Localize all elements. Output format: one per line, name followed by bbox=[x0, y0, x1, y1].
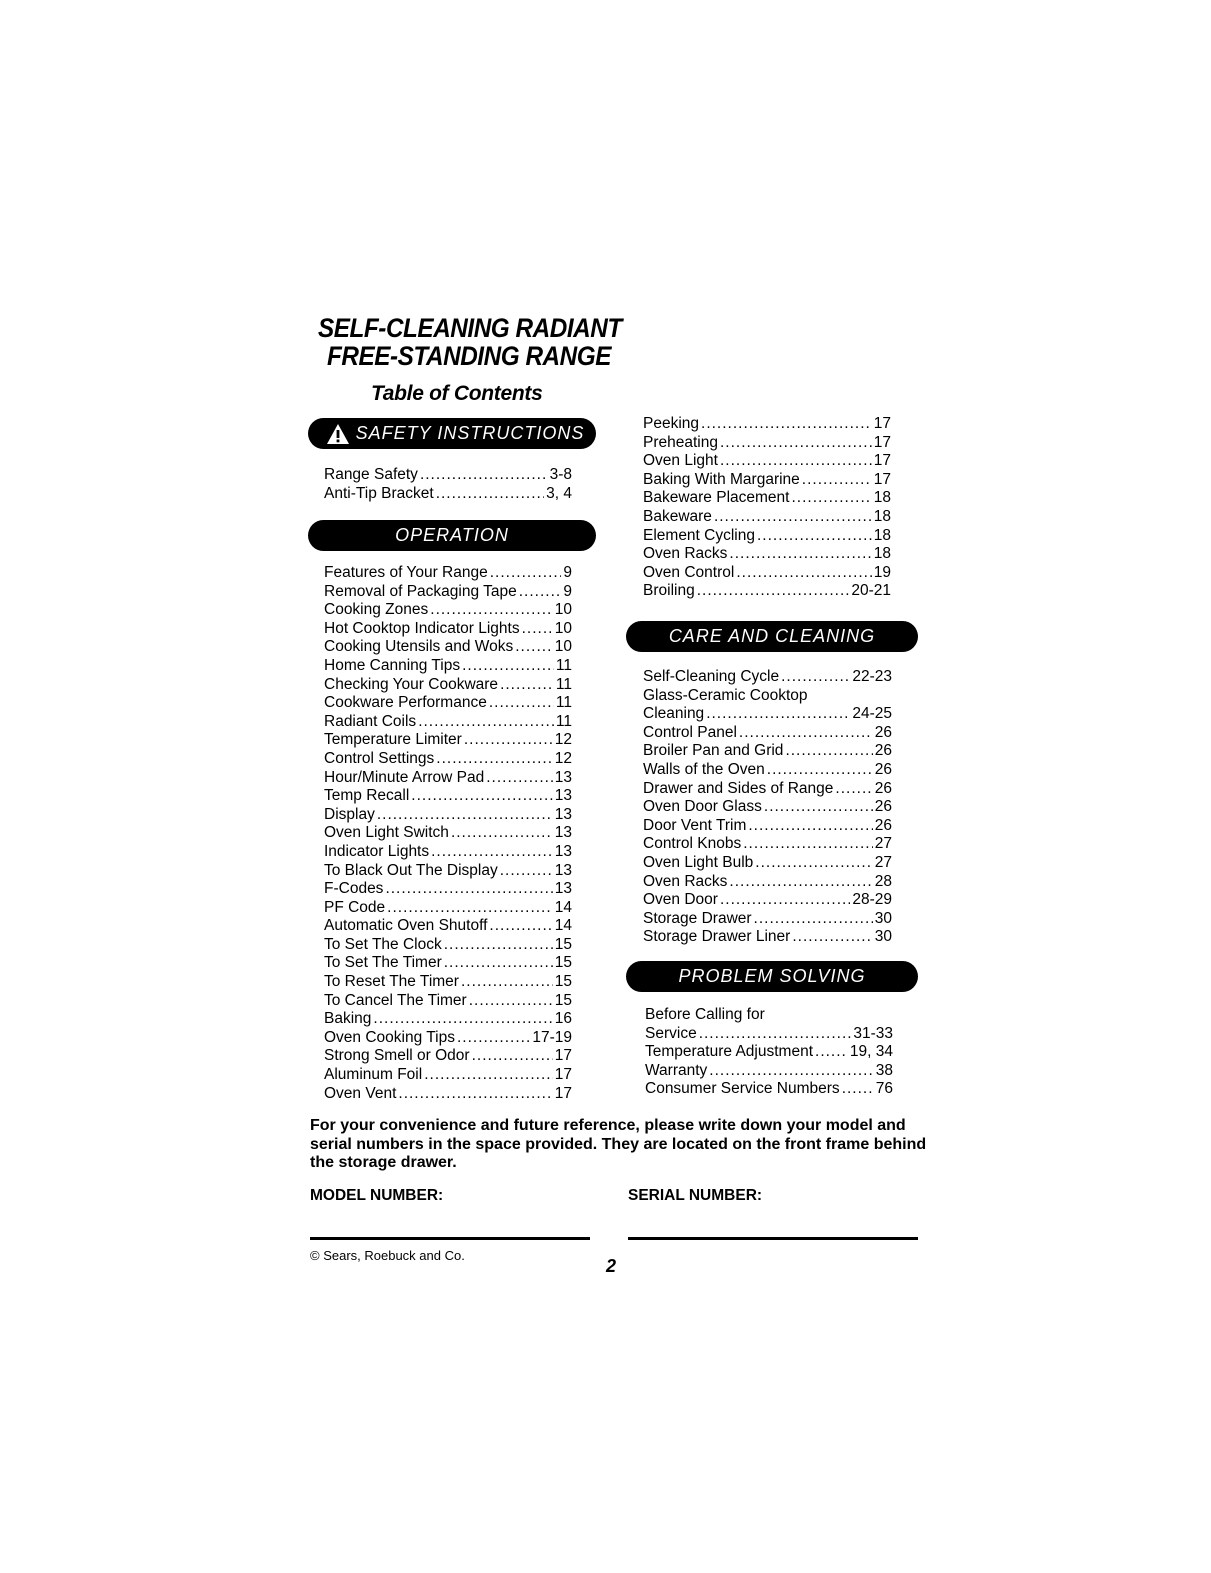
toc-entry-label: Preheating bbox=[643, 433, 718, 451]
model-number-line bbox=[310, 1237, 590, 1240]
toc-entry-label: Oven Door bbox=[643, 891, 718, 909]
dot-leader bbox=[720, 891, 850, 910]
toc-entry-page: 11 bbox=[555, 675, 572, 693]
toc-entry-label: Storage Drawer bbox=[643, 909, 752, 927]
toc-entry bbox=[324, 638, 572, 657]
toc-entry-page: 15 bbox=[554, 991, 572, 1009]
toc-entry-page: 12 bbox=[554, 731, 572, 749]
toc-entry-page: 11 bbox=[555, 694, 572, 712]
dot-leader bbox=[489, 917, 552, 936]
serial-number-line bbox=[628, 1237, 918, 1240]
dot-leader bbox=[461, 973, 553, 992]
toc-entry-page: 17-19 bbox=[532, 1028, 572, 1046]
problem-banner bbox=[626, 961, 918, 992]
toc-entry-page: 13 bbox=[554, 842, 572, 860]
toc-entry bbox=[643, 705, 892, 724]
operation-list bbox=[324, 564, 572, 1103]
toc-entry-page: 18 bbox=[873, 489, 891, 507]
dot-leader bbox=[767, 761, 873, 780]
toc-entry-page: 20-21 bbox=[851, 582, 891, 600]
toc-entry-page: 10 bbox=[554, 619, 572, 637]
toc-entry bbox=[324, 731, 572, 750]
toc-entry bbox=[643, 780, 892, 799]
toc-entry bbox=[324, 694, 572, 713]
toc-entry-page: 18 bbox=[873, 545, 891, 563]
toc-entry bbox=[324, 824, 572, 843]
dot-leader bbox=[522, 620, 553, 639]
toc-entry-page: 27 bbox=[874, 835, 892, 853]
toc-entry-label: Temp Recall bbox=[324, 787, 410, 805]
toc-entry bbox=[643, 564, 891, 583]
toc-entry-label: Walls of the Oven bbox=[643, 760, 765, 778]
toc-entry bbox=[643, 854, 892, 873]
dot-leader bbox=[754, 910, 873, 929]
toc-entry bbox=[645, 1043, 893, 1062]
dot-leader bbox=[373, 1010, 552, 1029]
dot-leader bbox=[714, 508, 872, 527]
toc-entry-label: Checking Your Cookware bbox=[324, 675, 499, 693]
toc-entry bbox=[324, 1029, 572, 1048]
toc-entry-label: To Reset The Timer bbox=[324, 973, 459, 991]
toc-entry-page: 30 bbox=[874, 909, 892, 927]
toc-entry bbox=[643, 415, 891, 434]
toc-entry-page: 38 bbox=[875, 1061, 893, 1079]
toc-entry-page: 26 bbox=[874, 798, 892, 816]
dot-leader bbox=[697, 582, 850, 601]
dot-leader bbox=[472, 1047, 553, 1066]
toc-entry bbox=[643, 508, 891, 527]
toc-entry-label: Cookware Performance bbox=[324, 694, 487, 712]
toc-entry-page: 76 bbox=[875, 1080, 893, 1098]
toc-entry bbox=[324, 769, 572, 788]
toc-entry-page: 11 bbox=[555, 656, 572, 674]
dot-leader bbox=[791, 489, 871, 508]
toc-entry-page: 15 bbox=[554, 954, 572, 972]
toc-entry-page: 18 bbox=[873, 507, 891, 525]
toc-entry-label: Oven Cooking Tips bbox=[324, 1028, 455, 1046]
toc-entry-label: Storage Drawer Liner bbox=[643, 928, 791, 946]
safety-banner bbox=[308, 418, 596, 449]
toc-entry-page: 15 bbox=[554, 935, 572, 953]
problem-heading: PROBLEM SOLVING bbox=[678, 966, 866, 986]
toc-entry-page: 26 bbox=[874, 742, 892, 760]
dot-leader bbox=[424, 1066, 553, 1085]
toc-entry-page: 31-33 bbox=[853, 1024, 893, 1042]
toc-entry-label: Peeking bbox=[643, 415, 700, 432]
toc-entry-page: 28 bbox=[874, 872, 892, 890]
toc-entry-page: 26 bbox=[874, 816, 892, 834]
toc-entry-page: 3, 4 bbox=[546, 484, 572, 502]
serial-number-label: SERIAL NUMBER: bbox=[628, 1187, 763, 1204]
dot-leader bbox=[781, 668, 850, 687]
toc-entry bbox=[643, 452, 891, 471]
toc-entry bbox=[645, 1062, 893, 1081]
dot-leader bbox=[748, 817, 872, 836]
toc-entry-page: 10 bbox=[554, 601, 572, 619]
toc-entry bbox=[643, 489, 891, 508]
toc-entry-label: Indicator Lights bbox=[324, 842, 430, 860]
toc-entry-label: Oven Control bbox=[643, 563, 735, 581]
operation-list-continued bbox=[643, 415, 891, 601]
toc-entry-page: 17 bbox=[873, 433, 891, 451]
toc-entry-page: 19 bbox=[873, 563, 891, 581]
toc-entry bbox=[643, 761, 892, 780]
toc-entry bbox=[643, 545, 891, 564]
toc-entry-page: 17 bbox=[873, 415, 891, 432]
dot-leader bbox=[420, 466, 548, 485]
dot-leader bbox=[720, 434, 872, 453]
toc-entry-page: 30 bbox=[874, 928, 892, 946]
toc-entry bbox=[643, 817, 892, 836]
model-number-label: MODEL NUMBER: bbox=[310, 1187, 444, 1204]
dot-leader bbox=[462, 657, 554, 676]
toc-entry-label: Range Safety bbox=[324, 466, 418, 483]
toc-entry-page: 15 bbox=[554, 973, 572, 991]
safety-heading: SAFETY INSTRUCTIONS bbox=[355, 423, 585, 443]
dot-leader bbox=[500, 676, 554, 695]
toc-entry-label: To Black Out The Display bbox=[324, 861, 498, 879]
toc-entry bbox=[643, 434, 891, 453]
toc-entry-label: Element Cycling bbox=[643, 526, 755, 544]
toc-entry bbox=[324, 676, 572, 695]
dot-leader bbox=[387, 899, 553, 918]
toc-entry-label: Bakeware Placement bbox=[643, 489, 790, 507]
dot-leader bbox=[519, 583, 562, 602]
toc-entry-label: To Set The Clock bbox=[324, 935, 442, 953]
care-list bbox=[643, 668, 892, 947]
toc-entry-label: Door Vent Trim bbox=[643, 816, 747, 834]
dot-leader bbox=[444, 936, 553, 955]
toc-heading: Table of Contents bbox=[371, 382, 543, 405]
problem-list bbox=[645, 1006, 893, 1099]
care-heading: CARE AND CLEANING bbox=[668, 626, 876, 646]
toc-entry-page: 17 bbox=[554, 1047, 572, 1065]
toc-entry-page: 13 bbox=[554, 805, 572, 823]
dot-leader bbox=[490, 564, 562, 583]
dot-leader bbox=[385, 880, 552, 899]
toc-entry-label: Oven Racks bbox=[643, 872, 728, 890]
toc-entry bbox=[324, 1010, 572, 1029]
operation-banner bbox=[308, 520, 596, 551]
toc-entry-page: 28-29 bbox=[852, 891, 892, 909]
toc-entry-label: Cooking Zones bbox=[324, 601, 429, 619]
toc-entry-page: 14 bbox=[554, 898, 572, 916]
toc-entry-page: 17 bbox=[873, 470, 891, 488]
toc-entry-label: Strong Smell or Odor bbox=[324, 1047, 470, 1065]
care-banner bbox=[626, 621, 918, 652]
toc-entry-label: Baking bbox=[324, 1010, 372, 1028]
toc-entry bbox=[324, 1085, 572, 1104]
toc-entry bbox=[643, 687, 892, 706]
toc-entry bbox=[645, 1006, 893, 1025]
toc-entry-label: PF Code bbox=[324, 898, 386, 916]
toc-entry-page: 26 bbox=[874, 723, 892, 741]
dot-leader bbox=[755, 854, 872, 873]
dot-leader bbox=[469, 992, 553, 1011]
toc-entry bbox=[324, 564, 572, 583]
dot-leader bbox=[729, 545, 871, 564]
toc-entry-label: Bakeware bbox=[643, 507, 712, 525]
toc-entry-page: 12 bbox=[554, 749, 572, 767]
toc-entry-page: 13 bbox=[554, 861, 572, 879]
toc-entry-label: Cleaning bbox=[643, 705, 705, 723]
toc-entry-page: 17 bbox=[873, 452, 891, 470]
toc-entry-label: Broiler Pan and Grid bbox=[643, 742, 784, 760]
toc-entry-label: Control Knobs bbox=[643, 835, 742, 853]
toc-entry-label: Radiant Coils bbox=[324, 712, 417, 730]
dot-leader bbox=[398, 1085, 552, 1104]
toc-entry bbox=[324, 620, 572, 639]
toc-entry bbox=[643, 742, 892, 761]
dot-leader bbox=[785, 742, 872, 761]
toc-entry-page: 17 bbox=[554, 1084, 572, 1102]
toc-entry-label: Oven Door Glass bbox=[643, 798, 762, 816]
title-line-1: SELF-CLEANING RADIANT bbox=[318, 313, 622, 343]
toc-entry-page: 26 bbox=[874, 760, 892, 778]
toc-entry-page: 11 bbox=[555, 712, 572, 730]
model-serial-note: For your convenience and future reference, please write down your model and serial numbers in the space provided. They are located on the front frame behind the storage drawer. bbox=[310, 1117, 927, 1171]
toc-entry bbox=[324, 806, 572, 825]
toc-entry-page: 22-23 bbox=[852, 668, 892, 685]
toc-entry-label: Control Settings bbox=[324, 749, 435, 767]
dot-leader bbox=[736, 564, 871, 583]
dot-leader bbox=[377, 806, 553, 825]
toc-entry-page: 9 bbox=[563, 582, 572, 600]
dot-leader bbox=[430, 601, 552, 620]
toc-entry-label: Drawer and Sides of Range bbox=[643, 779, 834, 797]
dot-leader bbox=[436, 485, 544, 504]
dot-leader bbox=[709, 1062, 873, 1081]
toc-entry-label: Cooking Utensils and Woks bbox=[324, 638, 514, 656]
dot-leader bbox=[451, 824, 553, 843]
toc-entry-page: 10 bbox=[554, 638, 572, 656]
operation-heading: OPERATION bbox=[395, 525, 509, 545]
toc-entry bbox=[645, 1080, 893, 1099]
dot-leader bbox=[457, 1029, 530, 1048]
toc-entry bbox=[324, 750, 572, 769]
dot-leader bbox=[699, 1025, 852, 1044]
toc-entry-page: 16 bbox=[554, 1010, 572, 1028]
toc-entry-page: 24-25 bbox=[852, 705, 892, 723]
toc-entry-label: Automatic Oven Shutoff bbox=[324, 917, 488, 935]
toc-entry-page: 14 bbox=[554, 917, 572, 935]
toc-entry bbox=[643, 471, 891, 490]
toc-entry-page: 26 bbox=[874, 779, 892, 797]
toc-entry bbox=[324, 973, 572, 992]
toc-entry-label: To Set The Timer bbox=[324, 954, 442, 972]
dot-leader bbox=[842, 1080, 874, 1099]
toc-entry-label: Temperature Limiter bbox=[324, 731, 462, 749]
toc-entry bbox=[324, 992, 572, 1011]
toc-entry-label: Service bbox=[645, 1024, 697, 1042]
toc-entry-label: Glass-Ceramic Cooktop bbox=[643, 686, 808, 704]
page-number: 2 bbox=[606, 1256, 617, 1276]
toc-entry-label: Oven Vent bbox=[324, 1084, 397, 1102]
toc-entry-label: Self-Cleaning Cycle bbox=[643, 668, 780, 685]
toc-entry-label: F-Codes bbox=[324, 880, 384, 898]
toc-entry-label: Features of Your Range bbox=[324, 564, 488, 581]
toc-entry bbox=[324, 583, 572, 602]
dot-leader bbox=[500, 862, 553, 881]
dot-leader bbox=[720, 452, 872, 471]
toc-entry-label: Aluminum Foil bbox=[324, 1066, 423, 1084]
dot-leader bbox=[418, 713, 554, 732]
warning-icon bbox=[326, 423, 350, 445]
dot-leader bbox=[739, 724, 873, 743]
toc-entry-label: Display bbox=[324, 805, 375, 823]
copyright: © Sears, Roebuck and Co. bbox=[310, 1248, 465, 1263]
toc-entry-page: 3-8 bbox=[549, 466, 572, 483]
toc-entry bbox=[324, 657, 572, 676]
toc-entry-label: Oven Light Bulb bbox=[643, 853, 754, 871]
dot-leader bbox=[764, 798, 873, 817]
toc-entry bbox=[324, 1047, 572, 1066]
toc-entry-label: Temperature Adjustment bbox=[645, 1043, 814, 1061]
toc-entry bbox=[324, 787, 572, 806]
toc-entry-label: Hour/Minute Arrow Pad bbox=[324, 768, 485, 786]
toc-entry-label: Oven Light bbox=[643, 452, 718, 470]
toc-entry-label: Broiling bbox=[643, 582, 695, 600]
toc-entry-page: 27 bbox=[874, 853, 892, 871]
toc-entry bbox=[324, 485, 572, 504]
toc-entry bbox=[643, 891, 892, 910]
toc-entry-label: Warranty bbox=[645, 1061, 708, 1079]
toc-entry-page: 17 bbox=[554, 1066, 572, 1084]
dot-leader bbox=[411, 787, 552, 806]
dot-leader bbox=[464, 731, 553, 750]
toc-entry bbox=[324, 601, 572, 620]
toc-entry-label: Removal of Packaging Tape bbox=[324, 582, 517, 600]
toc-entry-page: 13 bbox=[554, 824, 572, 842]
toc-entry-label: Baking With Margarine bbox=[643, 470, 800, 488]
dot-leader bbox=[815, 1043, 848, 1062]
toc-entry-label: Before Calling for bbox=[645, 1006, 765, 1023]
dot-leader bbox=[743, 835, 873, 854]
title-line-2: FREE-STANDING RANGE bbox=[327, 341, 611, 371]
dot-leader bbox=[431, 843, 553, 862]
toc-entry-page: 13 bbox=[554, 787, 572, 805]
toc-entry-label: Control Panel bbox=[643, 723, 737, 741]
dot-leader bbox=[486, 769, 553, 788]
toc-entry bbox=[324, 466, 572, 485]
dot-leader bbox=[444, 954, 553, 973]
toc-entry-label: Consumer Service Numbers bbox=[645, 1080, 840, 1098]
dot-leader bbox=[515, 638, 553, 657]
toc-entry-label: Home Canning Tips bbox=[324, 656, 461, 674]
dot-leader bbox=[706, 705, 850, 724]
dot-leader bbox=[489, 694, 554, 713]
safety-list bbox=[324, 466, 572, 503]
document-title bbox=[318, 314, 622, 370]
toc-entry bbox=[324, 936, 572, 955]
toc-entry-label: Oven Light Switch bbox=[324, 824, 449, 842]
toc-entry bbox=[324, 954, 572, 973]
toc-entry bbox=[643, 668, 892, 687]
toc-entry-label: Oven Racks bbox=[643, 545, 728, 563]
toc-entry-label: Hot Cooktop Indicator Lights bbox=[324, 619, 520, 637]
toc-entry bbox=[324, 880, 572, 899]
toc-entry bbox=[643, 835, 892, 854]
toc-entry-page: 19, 34 bbox=[849, 1043, 893, 1061]
toc-entry bbox=[324, 713, 572, 732]
toc-entry bbox=[645, 1025, 893, 1044]
dot-leader bbox=[729, 873, 872, 892]
dot-leader bbox=[757, 527, 872, 546]
toc-entry bbox=[643, 910, 892, 929]
dot-leader bbox=[802, 471, 872, 490]
dot-leader bbox=[792, 928, 872, 947]
dot-leader bbox=[835, 780, 872, 799]
toc-entry-page: 9 bbox=[563, 564, 572, 581]
toc-entry bbox=[643, 928, 892, 947]
toc-entry bbox=[643, 527, 891, 546]
toc-entry bbox=[324, 899, 572, 918]
toc-entry-label: Anti-Tip Bracket bbox=[324, 484, 434, 502]
toc-entry bbox=[324, 1066, 572, 1085]
toc-entry-page: 13 bbox=[554, 768, 572, 786]
toc-entry-label: To Cancel The Timer bbox=[324, 991, 467, 1009]
toc-entry-page: 18 bbox=[873, 526, 891, 544]
dot-leader bbox=[701, 415, 872, 434]
toc-entry bbox=[643, 582, 891, 601]
toc-entry bbox=[643, 873, 892, 892]
toc-entry-page: 13 bbox=[554, 880, 572, 898]
toc-entry bbox=[643, 798, 892, 817]
dot-leader bbox=[436, 750, 552, 769]
toc-entry bbox=[324, 862, 572, 881]
toc-entry bbox=[324, 843, 572, 862]
toc-entry bbox=[643, 724, 892, 743]
toc-entry bbox=[324, 917, 572, 936]
